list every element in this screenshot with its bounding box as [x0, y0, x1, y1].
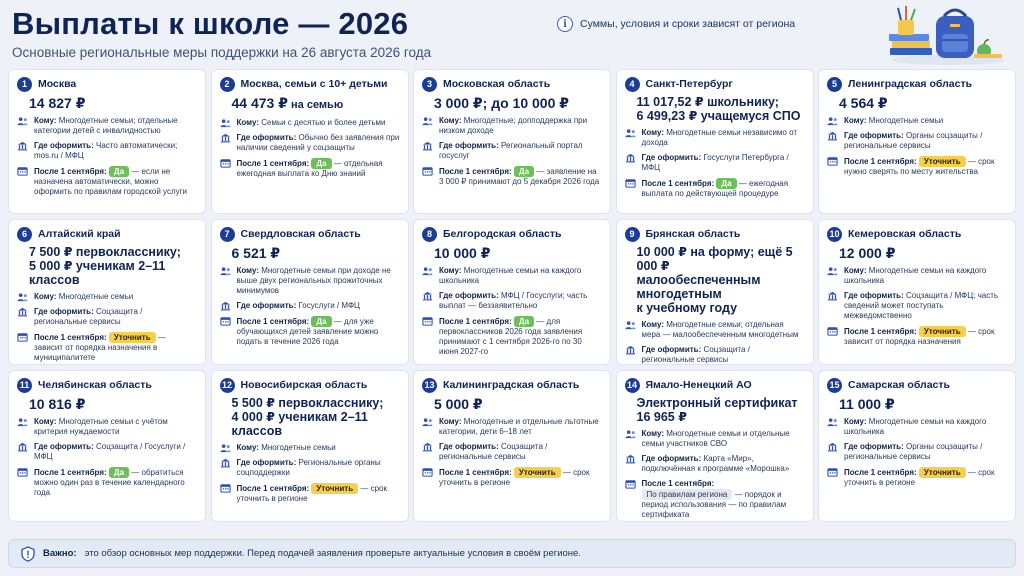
- card-how: Госуслуги / МФЦ: [298, 301, 360, 310]
- card-header: [422, 226, 602, 242]
- who-label: Кому:: [439, 116, 462, 125]
- card-after: — срок нужно сверять по месту жительства: [844, 157, 995, 176]
- card-amount: [637, 95, 805, 123]
- card-how: Госуслуги Петербурга / МФЦ: [641, 153, 789, 172]
- card-how: Соцзащита / МФЦ; часть сведений может поступать межведомственно: [844, 291, 999, 320]
- how-label: Где оформить:: [236, 458, 297, 467]
- after-label: После 1 сентября:: [236, 484, 310, 493]
- people-icon: [625, 128, 636, 138]
- card-number: 4: [625, 77, 640, 92]
- card-after: — если не назначена автоматически, можно оформить по правилам городской услуги: [34, 167, 188, 196]
- region-card: [211, 69, 409, 214]
- card-region: Ленинградская область: [848, 78, 973, 90]
- card-amount: [839, 245, 1007, 261]
- calendar-icon: [17, 332, 28, 342]
- calendar-icon: [422, 166, 433, 176]
- card-after-row: [422, 316, 602, 357]
- region-card: [818, 370, 1016, 522]
- card-how: Органы соцзащиты / региональные сервисы: [844, 442, 983, 461]
- people-icon: [422, 116, 433, 126]
- card-number: 9: [625, 227, 640, 242]
- after-label: После 1 сентября:: [844, 327, 917, 336]
- card-amount: [434, 396, 602, 412]
- people-icon: [827, 116, 838, 126]
- card-after-row: [827, 467, 1007, 488]
- region-card: [413, 219, 611, 365]
- who-label: Кому:: [236, 118, 259, 127]
- people-icon: [17, 292, 28, 302]
- calendar-icon: [422, 467, 433, 477]
- building-icon: [422, 141, 433, 151]
- card-who: Многодетные семьи и отдельные семьи участников СВО: [641, 429, 790, 448]
- who-label: Кому:: [641, 320, 664, 329]
- card-after: — обратиться можно один раз в течение календарного года: [34, 468, 185, 497]
- card-amount: [839, 396, 1007, 412]
- card-how: Карта «Мир», подключённая к программе «Морошка»: [641, 454, 790, 473]
- how-label: Где оформить:: [844, 131, 904, 140]
- card-amount: [839, 95, 1007, 111]
- card-number: 1: [17, 77, 32, 92]
- card-who: Многодетные семьи независимо от дохода: [641, 128, 798, 147]
- after-label: После 1 сентября:: [844, 468, 917, 477]
- card-number: 13: [422, 378, 437, 393]
- card-amount-value: 10 816 ₽: [29, 396, 86, 412]
- how-label: Где оформить:: [641, 153, 702, 162]
- card-after: — ежегодная выплата по действующей процедуре: [641, 179, 789, 198]
- card-who-row: [17, 417, 197, 437]
- card-after: — зависит от порядка назначения в муниципалитете: [34, 333, 166, 362]
- card-header: [220, 226, 400, 242]
- card-number: 11: [17, 378, 32, 393]
- card-region: Москва: [38, 78, 77, 90]
- after-label: После 1 сентября:: [439, 317, 512, 326]
- who-label: Кому:: [34, 292, 57, 301]
- school-supplies-illustration: [888, 4, 1006, 66]
- card-who-row: [625, 320, 805, 340]
- region-card: [211, 370, 409, 522]
- card-who: Многодетные семьи на каждого школьника: [439, 266, 582, 285]
- card-after: — для первоклассников 2026 года заявления принимают с 1 сентября 2026-го по 30 июня 2027-го: [439, 317, 583, 356]
- who-label: Кому:: [439, 266, 462, 275]
- card-amount-line: 4 000 ₽ ученикам 2–11 классов: [231, 410, 368, 438]
- card-who-row: [625, 128, 805, 148]
- card-region: Белгородская область: [443, 228, 562, 240]
- card-header: [220, 76, 400, 92]
- region-card: [413, 69, 611, 214]
- status-badge: Да: [716, 178, 736, 189]
- building-icon: [625, 345, 636, 355]
- card-region: Ямало-Ненецкий АО: [645, 379, 752, 391]
- card-who: Многодетные семьи: [868, 116, 944, 125]
- card-who-row: [17, 292, 197, 302]
- people-icon: [17, 116, 28, 126]
- card-how-row: [220, 301, 400, 311]
- card-how-row: [17, 307, 197, 327]
- card-after-row: [625, 178, 805, 199]
- region-card: [616, 219, 814, 365]
- how-label: Где оформить:: [641, 345, 702, 354]
- region-card: [818, 69, 1016, 214]
- card-who-row: [625, 429, 805, 449]
- card-how: Региональные органы соцподдержки: [236, 458, 381, 477]
- page-subtitle: Основные региональные меры поддержки на 26 августа 2026 года: [12, 45, 432, 60]
- after-label: После 1 сентября:: [439, 167, 512, 176]
- card-header: [220, 377, 400, 393]
- card-amount-line: 6 499,23 ₽ учащемуся СПО: [636, 109, 801, 123]
- card-amount-line: 11 017,52 ₽ школьнику;: [636, 95, 779, 109]
- card-amount-line: 5 500 ₽ первокласснику;: [231, 396, 384, 410]
- calendar-icon: [220, 158, 231, 168]
- card-region: Самарская область: [848, 379, 950, 391]
- after-label: После 1 сентября:: [34, 468, 107, 477]
- who-label: Кому:: [641, 128, 664, 137]
- calendar-icon: [625, 178, 636, 188]
- card-after-row: [17, 166, 197, 197]
- card-amount: [232, 95, 400, 113]
- how-label: Где оформить:: [34, 141, 94, 150]
- status-badge: Да: [109, 467, 129, 478]
- people-icon: [827, 266, 838, 276]
- card-number: 3: [422, 77, 437, 92]
- card-who: Многодетные семьи: [58, 292, 134, 301]
- region-card: [8, 370, 206, 522]
- card-amount: [29, 396, 197, 412]
- card-number: 12: [220, 378, 235, 393]
- how-label: Где оформить:: [844, 442, 904, 451]
- card-who-row: [220, 443, 400, 453]
- card-region: Новосибирская область: [240, 379, 368, 391]
- page-header: [12, 6, 1012, 66]
- building-icon: [220, 133, 231, 143]
- how-label: Где оформить:: [34, 442, 94, 451]
- people-icon: [17, 417, 28, 427]
- building-icon: [220, 301, 231, 311]
- card-amount-line: 16 965 ₽: [636, 410, 687, 424]
- status-badge: Уточнить: [514, 467, 561, 478]
- card-number: 5: [827, 77, 842, 92]
- card-amount-line: 7 500 ₽ первокласснику;: [29, 245, 181, 259]
- page-title: Выплаты к школе — 2026: [12, 6, 409, 41]
- info-icon: i: [557, 16, 573, 32]
- card-region: Московская область: [443, 78, 551, 90]
- card-amount-line: к учебному году: [636, 301, 738, 315]
- footer-text: это обзор основных мер поддержки. Перед подачей заявления проверьте актуальные условия в своём регионе.: [84, 548, 581, 559]
- how-label: Где оформить:: [641, 454, 702, 463]
- card-number: 2: [220, 77, 235, 92]
- how-label: Где оформить:: [439, 442, 499, 451]
- card-header: [625, 76, 805, 92]
- people-icon: [220, 118, 231, 128]
- status-badge: Да: [514, 166, 534, 177]
- card-after-row: [422, 467, 602, 488]
- card-after-row: [625, 479, 805, 520]
- card-who: Многодетные семьи с учётом критерия нуждаемости: [34, 417, 168, 436]
- card-amount-line: 10 000 ₽ на форму; ещё 5 000 ₽: [636, 245, 793, 273]
- how-label: Где оформить:: [439, 291, 499, 300]
- card-amount: [232, 245, 400, 261]
- calendar-icon: [17, 467, 28, 477]
- who-label: Кому:: [641, 429, 664, 438]
- after-label: После 1 сентября:: [641, 179, 715, 188]
- card-who: Многодетные семьи: [261, 443, 336, 452]
- card-who-row: [827, 266, 1007, 286]
- card-after-row: [827, 156, 1007, 177]
- calendar-icon: [422, 316, 433, 326]
- card-amount-value: 4 564 ₽: [839, 95, 888, 111]
- after-label: После 1 сентября:: [439, 468, 512, 477]
- after-label: После 1 сентября:: [34, 333, 107, 342]
- calendar-icon: [220, 483, 231, 493]
- region-card: [818, 219, 1016, 365]
- calendar-icon: [827, 326, 838, 336]
- how-label: Где оформить:: [34, 307, 94, 316]
- card-header: [422, 377, 602, 393]
- card-amount-value: 11 000 ₽: [839, 396, 895, 412]
- card-header: [17, 226, 197, 242]
- after-label: После 1 сентября:: [844, 157, 917, 166]
- card-after: — порядок и период использования — по правилам сертификата: [641, 490, 787, 519]
- status-badge: По правилам региона: [642, 489, 733, 500]
- card-who: Многодетные; допподдержка при низком доходе: [439, 116, 588, 135]
- calendar-icon: [220, 316, 231, 326]
- footer-note: [8, 539, 1016, 568]
- card-who: Многодетные семьи на каждого школьника: [844, 417, 987, 436]
- card-amount: [29, 245, 197, 287]
- footer-label: Важно:: [43, 548, 77, 559]
- status-badge: Уточнить: [919, 467, 966, 478]
- who-label: Кому:: [34, 417, 57, 426]
- card-after: — срок зависит от порядка назначения: [844, 327, 995, 346]
- region-card: [211, 219, 409, 365]
- card-header: [827, 76, 1007, 92]
- card-after-row: [17, 467, 197, 498]
- region-card: [8, 69, 206, 214]
- card-region: Брянская область: [645, 228, 741, 240]
- card-amount-value: 12 000 ₽: [839, 245, 896, 261]
- calendar-icon: [17, 166, 28, 176]
- card-after: — заявление на 3 000 ₽ принимают до 5 декабря 2026 года: [439, 167, 600, 186]
- card-amount: [434, 95, 602, 111]
- shield-icon: [21, 546, 35, 562]
- card-amount-suffix: на семью: [287, 99, 344, 111]
- card-how: Соцзащита / региональные сервисы: [439, 442, 548, 461]
- card-how: Соцзащита / Госуслуги / МФЦ: [34, 442, 186, 461]
- status-badge: Да: [311, 316, 331, 327]
- card-how: Соцзащита / региональные сервисы: [641, 345, 750, 364]
- card-amount-value: 14 827 ₽: [29, 95, 86, 111]
- card-header: [827, 226, 1007, 242]
- building-icon: [827, 291, 838, 301]
- card-amount: [434, 245, 602, 261]
- how-label: Где оформить:: [439, 141, 499, 150]
- card-who-row: [17, 116, 197, 136]
- who-label: Кому:: [844, 116, 867, 125]
- card-amount-line: малообеспеченным многодетным: [636, 273, 761, 301]
- card-how-row: [422, 141, 602, 161]
- people-icon: [625, 429, 636, 439]
- card-number: 7: [220, 227, 235, 242]
- region-notice: [557, 16, 795, 32]
- card-who-row: [220, 118, 400, 128]
- card-how: Региональный портал госуслуг: [439, 141, 583, 160]
- who-label: Кому:: [439, 417, 462, 426]
- card-who-row: [422, 116, 602, 136]
- card-how-row: [220, 458, 400, 478]
- card-who-row: [827, 116, 1007, 126]
- status-badge: Уточнить: [919, 156, 966, 167]
- regions-grid: [8, 69, 1016, 522]
- card-how: Обычно без заявления при наличии сведений у соцзащиты: [236, 133, 400, 152]
- who-label: Кому:: [236, 266, 259, 275]
- after-label: После 1 сентября:: [236, 317, 310, 326]
- region-notice-text: Суммы, условия и сроки зависят от региона: [580, 18, 796, 30]
- building-icon: [827, 442, 838, 452]
- card-how: Соцзащита / региональные сервисы: [34, 307, 143, 326]
- building-icon: [422, 291, 433, 301]
- card-how: МФЦ / Госуслуги; часть выплат — беззаявительно: [439, 291, 588, 310]
- after-label: После 1 сентября:: [641, 479, 715, 488]
- card-how-row: [220, 133, 400, 153]
- calendar-icon: [625, 479, 636, 489]
- card-number: 14: [625, 378, 640, 393]
- card-region: Свердловская область: [240, 228, 361, 240]
- region-card: [616, 370, 814, 522]
- card-how-row: [422, 442, 602, 462]
- card-after: — отдельная ежегодная выплата ко Дню знаний: [236, 159, 383, 178]
- card-how-row: [625, 454, 805, 474]
- building-icon: [625, 454, 636, 464]
- how-label: Где оформить:: [236, 133, 297, 142]
- card-amount-value: 44 473 ₽: [231, 95, 288, 111]
- card-how-row: [625, 345, 805, 365]
- card-amount: [232, 396, 400, 438]
- card-how-row: [827, 131, 1007, 151]
- card-header: [422, 76, 602, 92]
- how-label: Где оформить:: [844, 291, 904, 300]
- card-who: Семьи с десятью и более детьми: [261, 118, 386, 127]
- card-after-row: [827, 326, 1007, 347]
- region-card: [616, 69, 814, 214]
- card-after: — срок уточнить в регионе: [236, 484, 387, 503]
- card-number: 15: [827, 378, 842, 393]
- card-after: — срок уточнить в регионе: [844, 468, 995, 487]
- who-label: Кому:: [844, 266, 867, 275]
- status-badge: Уточнить: [311, 483, 358, 494]
- card-who-row: [422, 266, 602, 286]
- people-icon: [422, 266, 433, 276]
- card-number: 10: [827, 227, 842, 242]
- building-icon: [625, 153, 636, 163]
- card-region: Челябинская область: [38, 379, 152, 391]
- card-who: Многодетные семьи на каждого школьника: [844, 266, 987, 285]
- card-after-row: [220, 483, 400, 504]
- after-label: После 1 сентября:: [236, 159, 310, 168]
- card-after: — для уже обучающихся детей заявление можно подать в течение 2026 года: [236, 317, 379, 346]
- how-label: Где оформить:: [236, 301, 297, 310]
- status-badge: Да: [109, 166, 129, 177]
- card-region: Кемеровская область: [848, 228, 962, 240]
- building-icon: [827, 131, 838, 141]
- card-after-row: [220, 316, 400, 347]
- status-badge: Да: [514, 316, 534, 327]
- building-icon: [17, 307, 28, 317]
- who-label: Кому:: [34, 116, 57, 125]
- card-header: [17, 76, 197, 92]
- card-header: [17, 377, 197, 393]
- card-how-row: [17, 141, 197, 161]
- card-after-row: [422, 166, 602, 187]
- card-number: 8: [422, 227, 437, 242]
- card-who: Многодетные семьи; отдельные категории детей с инвалидностью: [34, 116, 178, 135]
- region-card: [8, 219, 206, 365]
- card-who-row: [422, 417, 602, 437]
- calendar-icon: [827, 467, 838, 477]
- card-amount-value: 10 000 ₽: [434, 245, 491, 261]
- people-icon: [220, 443, 231, 453]
- region-card: [413, 370, 611, 522]
- who-label: Кому:: [844, 417, 867, 426]
- card-amount-value: 6 521 ₽: [231, 245, 281, 261]
- people-icon: [625, 320, 636, 330]
- card-how: Органы соцзащиты / региональные сервисы: [844, 131, 983, 150]
- card-region: Москва, семьи с 10+ детьми: [240, 78, 388, 90]
- card-who: Многодетные и отдельные льготные категории, дети 6–18 лет: [439, 417, 599, 436]
- card-how-row: [625, 153, 805, 173]
- card-amount: [637, 245, 805, 315]
- card-region: Алтайский край: [38, 228, 121, 240]
- card-amount-value: 3 000 ₽; до 10 000 ₽: [434, 95, 569, 111]
- card-amount-line: Электронный сертификат: [636, 396, 798, 410]
- card-region: Калининградская область: [443, 379, 580, 391]
- card-how-row: [17, 442, 197, 462]
- card-amount-line: 5 000 ₽ ученикам 2–11 классов: [29, 259, 166, 287]
- calendar-icon: [827, 156, 838, 166]
- card-amount: [637, 396, 805, 424]
- card-header: [827, 377, 1007, 393]
- building-icon: [17, 442, 28, 452]
- card-who-row: [220, 266, 400, 296]
- card-amount: [29, 95, 197, 111]
- people-icon: [422, 417, 433, 427]
- card-number: 6: [17, 227, 32, 242]
- card-amount-value: 5 000 ₽: [434, 396, 483, 412]
- card-who-row: [827, 417, 1007, 437]
- building-icon: [422, 442, 433, 452]
- card-region: Санкт-Петербург: [645, 78, 733, 90]
- card-after-row: [220, 158, 400, 179]
- people-icon: [220, 266, 231, 276]
- card-how: Часто автоматически; mos.ru / МФЦ: [34, 141, 178, 160]
- after-label: После 1 сентября:: [34, 167, 107, 176]
- status-badge: Уточнить: [919, 326, 966, 337]
- card-who: Многодетные семьи; отдельная мера — малообеспеченным многодетным: [641, 320, 799, 339]
- card-after-row: [17, 332, 197, 363]
- card-how-row: [827, 291, 1007, 321]
- card-after: — срок уточнить в регионе: [439, 468, 590, 487]
- card-header: [625, 377, 805, 393]
- building-icon: [17, 141, 28, 151]
- card-header: [625, 226, 805, 242]
- card-how-row: [827, 442, 1007, 462]
- card-how-row: [422, 291, 602, 311]
- who-label: Кому:: [236, 443, 259, 452]
- status-badge: Да: [311, 158, 331, 169]
- people-icon: [827, 417, 838, 427]
- status-badge: Уточнить: [109, 332, 156, 343]
- building-icon: [220, 458, 231, 468]
- card-who: Многодетные семьи при доходе не выше двух региональных прожиточных минимумов: [236, 266, 391, 295]
